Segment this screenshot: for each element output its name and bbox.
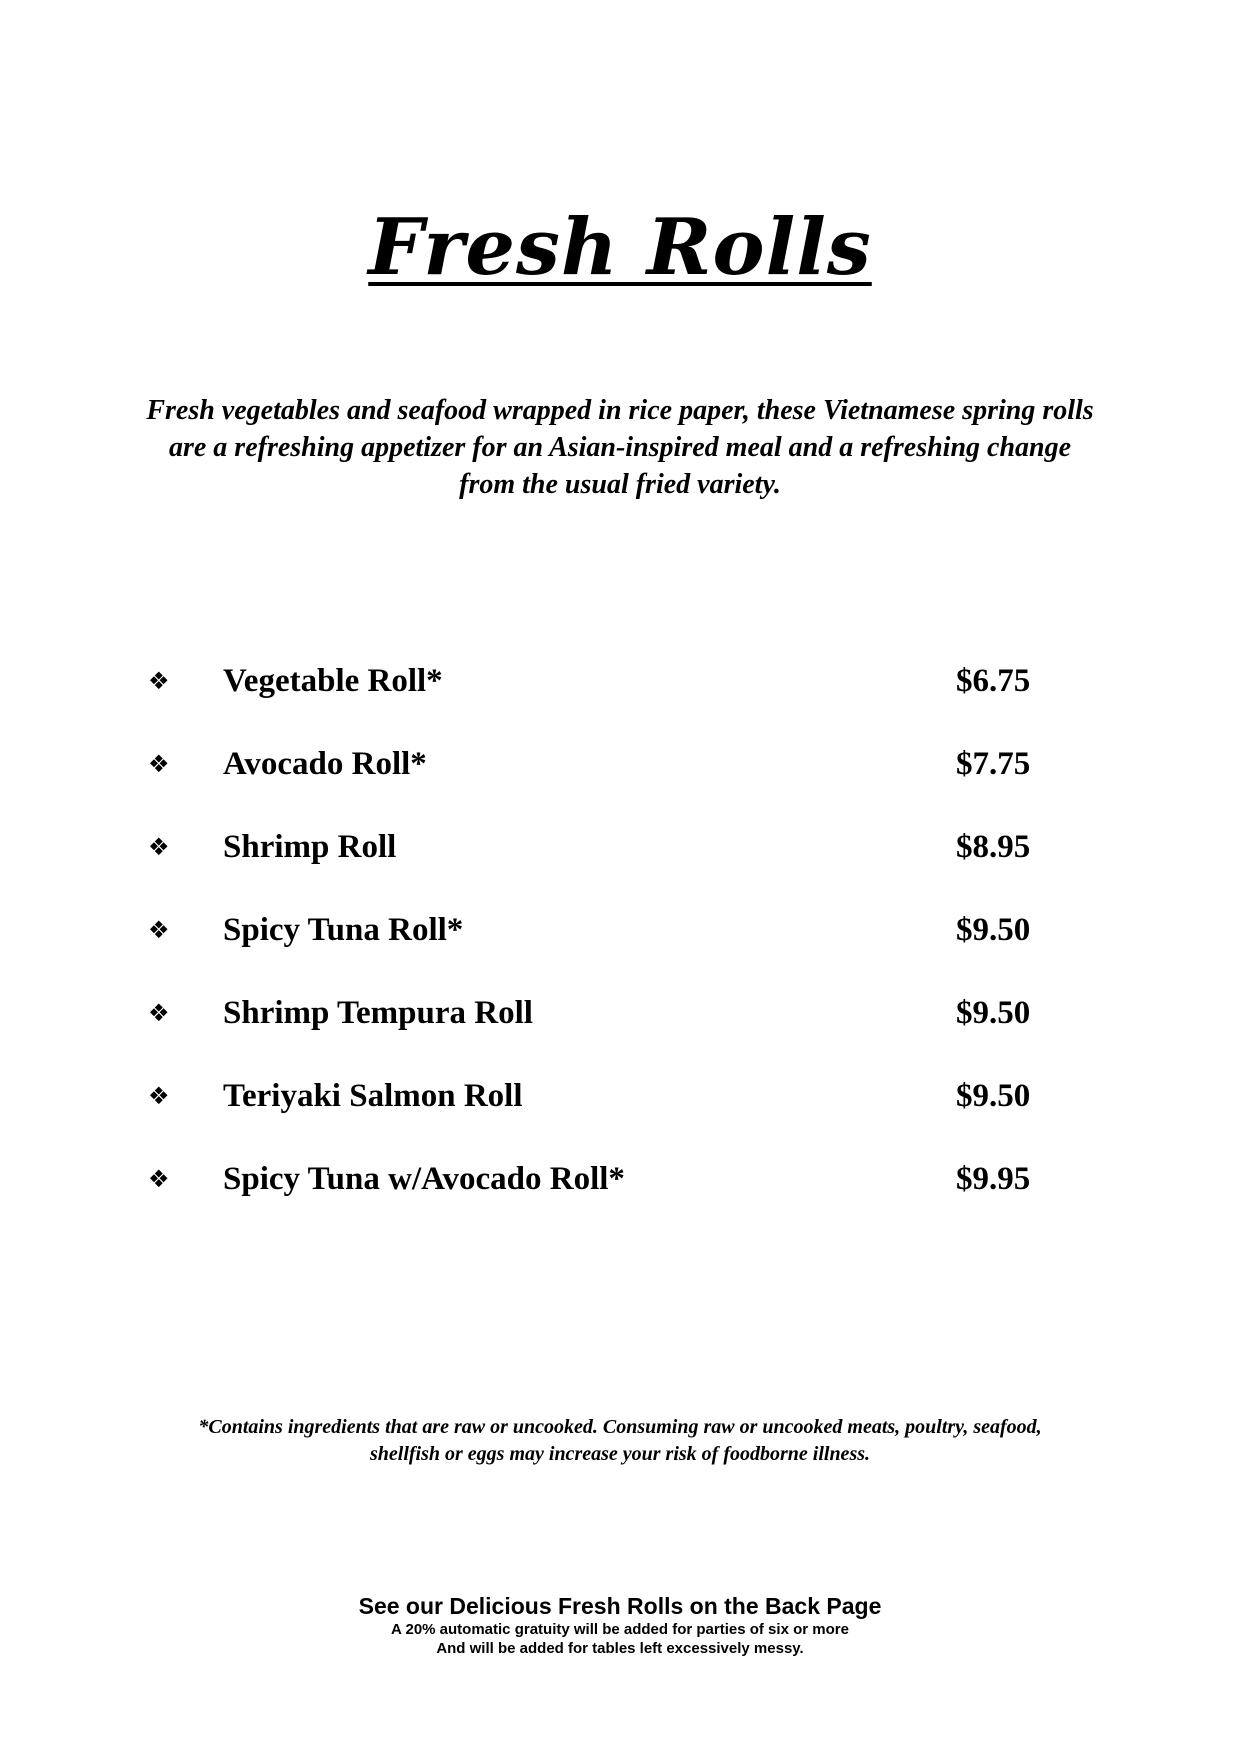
menu-item	[0, 908, 1240, 991]
gratuity-note: A 20% automatic gratuity will be added for parties of six or more	[391, 1621, 849, 1638]
menu-item-price: $9.95	[956, 1161, 1031, 1197]
menu-item-price: $6.75	[956, 663, 1031, 699]
menu-item	[0, 1157, 1240, 1240]
menu-item-name: Spicy Tuna Roll*	[223, 912, 464, 948]
four-diamond-bullet-icon: ❖	[148, 833, 170, 861]
menu-item-name: Shrimp Roll	[223, 829, 397, 865]
menu-item	[0, 659, 1240, 742]
menu-item	[0, 991, 1240, 1074]
messy-table-note: And will be added for tables left excessively messy.	[436, 1640, 804, 1657]
menu-item-name: Teriyaki Salmon Roll	[223, 1078, 523, 1114]
menu-list	[0, 659, 1240, 1240]
menu-item	[0, 825, 1240, 908]
menu-item	[0, 1074, 1240, 1157]
menu-item-price: $9.50	[956, 995, 1031, 1031]
menu-item-name: Shrimp Tempura Roll	[223, 995, 533, 1031]
footer-headline: See our Delicious Fresh Rolls on the Back Page	[358, 1593, 882, 1619]
menu-item-price: $7.75	[956, 746, 1031, 782]
menu-item-price: $9.50	[956, 1078, 1031, 1114]
menu-item-price: $9.50	[956, 912, 1031, 948]
menu-item-price: $8.95	[956, 829, 1031, 865]
menu-item-name: Vegetable Roll*	[223, 663, 443, 699]
four-diamond-bullet-icon: ❖	[148, 916, 170, 944]
menu-item-name: Spicy Tuna w/Avocado Roll*	[223, 1161, 625, 1197]
four-diamond-bullet-icon: ❖	[148, 667, 170, 695]
four-diamond-bullet-icon: ❖	[148, 999, 170, 1027]
disclaimer-line: shellfish or eggs may increase your risk of foodborne illness.	[369, 1443, 871, 1465]
menu-item-name: Avocado Roll*	[223, 746, 427, 782]
four-diamond-bullet-icon: ❖	[148, 1165, 170, 1193]
four-diamond-bullet-icon: ❖	[148, 750, 170, 778]
disclaimer-line: *Contains ingredients that are raw or uncooked. Consuming raw or uncooked meats, poultry, seafood,	[198, 1416, 1042, 1438]
page-title: Fresh Rolls	[368, 202, 872, 294]
menu-item	[0, 742, 1240, 825]
allergy-disclaimer	[120, 1414, 1120, 1468]
intro-description: Fresh vegetables and seafood wrapped in rice paper, these Vietnamese spring rolls are a refreshing appetizer for an Asian-inspired meal and a refreshing change from the usual fried variety.	[146, 395, 1094, 500]
four-diamond-bullet-icon: ❖	[148, 1082, 170, 1110]
footer	[0, 1592, 1240, 1658]
